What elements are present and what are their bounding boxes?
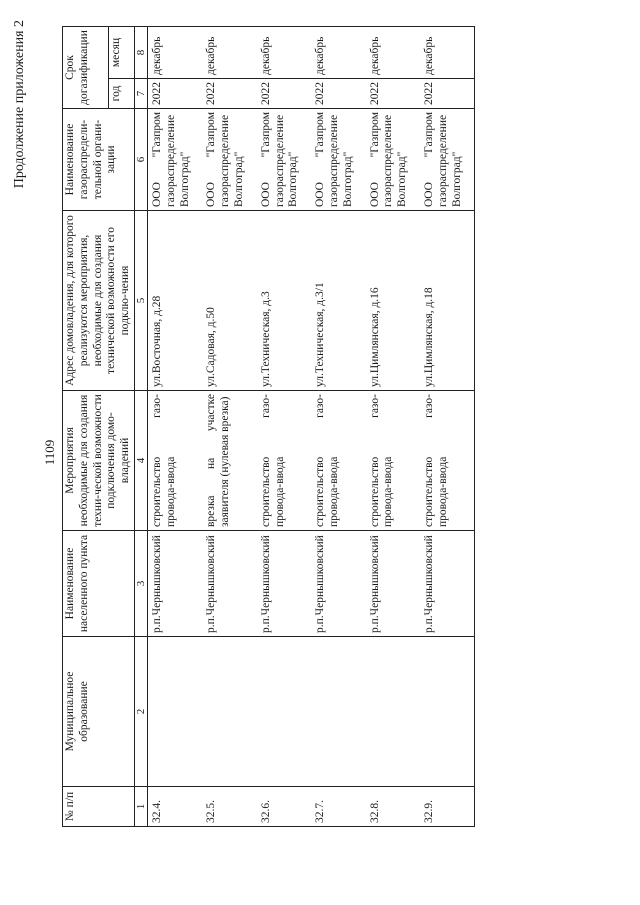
organization-cell: ООО "Газпром газораспределение Волгоград" <box>148 109 203 211</box>
organization-cell: ООО "Газпром газораспределение Волгоград" <box>257 109 311 211</box>
address-cell: ул.Восточная, д.28 <box>148 211 203 391</box>
header-deadline: Срок догазификации <box>63 27 109 109</box>
measure-cell: врезка на участке заявителя (нулевая врезка) <box>202 391 256 531</box>
month-cell: декабрь <box>366 27 420 79</box>
municipality-cell <box>202 637 256 787</box>
month-cell: декабрь <box>257 27 311 79</box>
month-cell: декабрь <box>148 27 203 79</box>
organization-cell: ООО "Газпром газораспределение Волгоград" <box>311 109 365 211</box>
header-address: Адрес домовладения, для которого реализуются мероприятия, необходимые для создания технической возможности его подклю-чения <box>63 211 135 391</box>
header-month: месяц <box>109 27 135 79</box>
organization-cell: ООО "Газпром газораспределение Волгоград" <box>366 109 420 211</box>
row-number-cell: 32.9. <box>420 787 475 827</box>
table-row <box>148 27 203 827</box>
year-cell: 2022 <box>202 79 256 109</box>
row-number-cell: 32.4. <box>148 787 203 827</box>
table-row <box>202 27 256 827</box>
year-cell: 2022 <box>366 79 420 109</box>
appendix-continuation-note: Продолжение приложения 2 <box>12 20 27 189</box>
settlement-cell: р.п.Чернышковский <box>420 531 475 637</box>
settlement-cell: р.п.Чернышковский <box>148 531 203 637</box>
header-organization: Наименование газораспредели-тельной органи-зации <box>63 109 135 211</box>
municipality-cell <box>148 637 203 787</box>
municipality-cell <box>257 637 311 787</box>
column-number: 6 <box>134 109 147 211</box>
table-row <box>420 27 475 827</box>
measure-cell: строительство газо-провода-ввода <box>366 391 420 531</box>
row-number-cell: 32.5. <box>202 787 256 827</box>
municipality-cell <box>311 637 365 787</box>
organization-cell: ООО "Газпром газораспределение Волгоград" <box>420 109 475 211</box>
settlement-cell: р.п.Чернышковский <box>202 531 256 637</box>
table-row <box>311 27 365 827</box>
header-municipality: Муниципальное образование <box>63 637 135 787</box>
column-number-row <box>134 27 147 827</box>
column-number: 4 <box>134 391 147 531</box>
row-number-cell: 32.8. <box>366 787 420 827</box>
year-cell: 2022 <box>311 79 365 109</box>
month-cell: декабрь <box>420 27 475 79</box>
table-row <box>366 27 420 827</box>
address-cell: ул.Техническая, д.3/1 <box>311 211 365 391</box>
column-number: 1 <box>134 787 147 827</box>
gasification-table <box>62 26 475 827</box>
month-cell: декабрь <box>311 27 365 79</box>
header-settlement: Наименование населенного пункта <box>63 531 135 637</box>
measure-cell: строительство газо-провода-ввода <box>420 391 475 531</box>
settlement-cell: р.п.Чернышковский <box>311 531 365 637</box>
settlement-cell: р.п.Чернышковский <box>366 531 420 637</box>
header-year: год <box>109 79 135 109</box>
measure-cell: строительство газо-провода-ввода <box>311 391 365 531</box>
address-cell: ул.Цимлянская, д.16 <box>366 211 420 391</box>
row-number-cell: 32.6. <box>257 787 311 827</box>
page-number: 1109 <box>42 439 57 466</box>
table-body <box>148 27 475 827</box>
column-number: 7 <box>134 79 147 109</box>
address-cell: ул.Садовая, д.50 <box>202 211 256 391</box>
address-cell: ул.Цимлянская, д.18 <box>420 211 475 391</box>
address-cell: ул.Техническая, д.3 <box>257 211 311 391</box>
column-number: 8 <box>134 27 147 79</box>
municipality-cell <box>420 637 475 787</box>
year-cell: 2022 <box>257 79 311 109</box>
column-number: 3 <box>134 531 147 637</box>
year-cell: 2022 <box>420 79 475 109</box>
column-number: 5 <box>134 211 147 391</box>
month-cell: декабрь <box>202 27 256 79</box>
header-measures: Мероприятия необходимые для создания техни-ческой возможности подключения домо-владений <box>63 391 135 531</box>
municipality-cell <box>366 637 420 787</box>
measure-cell: строительство газо-провода-ввода <box>148 391 203 531</box>
column-number: 2 <box>134 637 147 787</box>
header-number: № п/п <box>63 787 135 827</box>
settlement-cell: р.п.Чернышковский <box>257 531 311 637</box>
row-number-cell: 32.7. <box>311 787 365 827</box>
organization-cell: ООО "Газпром газораспределение Волгоград" <box>202 109 256 211</box>
year-cell: 2022 <box>148 79 203 109</box>
table-row <box>257 27 311 827</box>
measure-cell: строительство газо-провода-ввода <box>257 391 311 531</box>
